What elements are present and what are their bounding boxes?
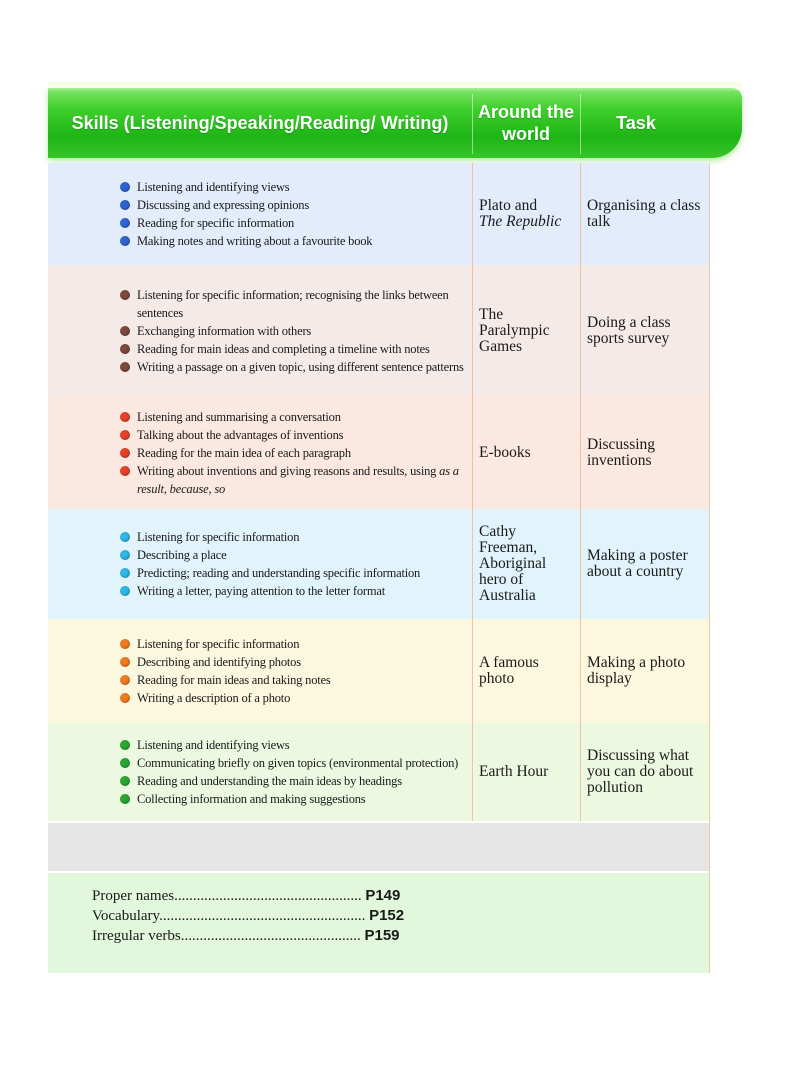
bullet-icon [120, 675, 130, 685]
table-row [48, 163, 709, 267]
list-item: Writing a description of a photo [114, 689, 468, 707]
list-item: Listening and identifying views [114, 178, 468, 196]
list-item: Reading for main ideas and completing a timeline with notes [114, 340, 468, 358]
bullet-icon [120, 794, 130, 804]
list-item: Writing a letter, paying attention to the letter format [114, 582, 468, 600]
task-cell: Organising a class talk [587, 197, 701, 230]
bullet-icon [120, 430, 130, 440]
list-item: Listening for specific information [114, 635, 468, 653]
around-the-world-cell: A famous photo [479, 654, 539, 687]
table-row [48, 265, 709, 398]
separator-band [48, 823, 709, 873]
around-the-world-cell: Earth Hour [479, 763, 549, 780]
list-item: Reading for main ideas and taking notes [114, 671, 468, 689]
list-item: Reading for specific information [114, 214, 468, 232]
header-around-the-world: Around the world [478, 102, 574, 144]
list-item: Listening for specific information [114, 528, 468, 546]
bullet-icon [120, 466, 130, 476]
bullet-icon [120, 568, 130, 578]
list-item: Listening for specific information; recognising the links between sentences [114, 286, 468, 322]
skills-list [114, 265, 468, 396]
bullet-icon [120, 639, 130, 649]
header-task: Task [616, 113, 656, 133]
bullet-icon [120, 657, 130, 667]
table-header [48, 88, 742, 158]
bullet-icon [120, 182, 130, 192]
skills-list [114, 509, 468, 619]
list-item: Writing about inventions and giving reasons and results, using as a result, because, so [114, 462, 468, 498]
task-cell: Doing a class sports survey [587, 313, 671, 347]
contents-table [48, 163, 710, 973]
list-item: Describing and identifying photos [114, 653, 468, 671]
list-item: Reading for the main idea of each paragraph [114, 444, 468, 462]
bullet-icon [120, 236, 130, 246]
bullet-icon [120, 344, 130, 354]
table-row [48, 723, 709, 823]
index-proper-names[interactable]: Proper names.................................................. P149 [92, 887, 401, 904]
bullet-icon [120, 693, 130, 703]
table-row [48, 509, 709, 621]
skills-list [114, 163, 468, 265]
bullet-icon [120, 412, 130, 422]
index-vocabulary[interactable]: Vocabulary....................................................... P152 [92, 907, 405, 924]
list-item: Listening and summarising a conversation [114, 408, 468, 426]
task-cell: Discussing what you can do about pollution [587, 747, 694, 796]
bullet-icon [120, 218, 130, 228]
bullet-icon [120, 448, 130, 458]
header-skills: Skills (Listening/Speaking/Reading/ Writing) [71, 113, 449, 133]
around-the-world-cell: E-books [479, 443, 531, 461]
bullet-icon [120, 326, 130, 336]
around-the-world-cell: Plato and The Republic [479, 197, 562, 230]
list-item: Communicating briefly on given topics (environmental protection) [114, 754, 468, 772]
bullet-icon [120, 586, 130, 596]
bullet-icon [120, 776, 130, 786]
list-item: Reading and understanding the main ideas by headings [114, 772, 468, 790]
list-item: Making notes and writing about a favourite book [114, 232, 468, 250]
index-irregular-verbs[interactable]: Irregular verbs................................................ P159 [92, 927, 400, 944]
skills-list [114, 619, 468, 723]
bullet-icon [120, 200, 130, 210]
table-row [48, 396, 709, 511]
list-item: Talking about the advantages of inventions [114, 426, 468, 444]
list-item: Predicting; reading and understanding specific information [114, 564, 468, 582]
bullet-icon [120, 740, 130, 750]
list-item: Listening and identifying views [114, 736, 468, 754]
list-item: Collecting information and making suggestions [114, 790, 468, 808]
table-row [48, 619, 709, 725]
task-cell: Making a poster about a country [587, 547, 688, 580]
bullet-icon [120, 362, 130, 372]
list-item: Exchanging information with others [114, 322, 468, 340]
bullet-icon [120, 532, 130, 542]
around-the-world-cell: Cathy Freeman, Aboriginal hero of Australia [479, 523, 547, 604]
appendix-index [92, 886, 404, 946]
list-item: Writing a passage on a given topic, using different sentence patterns [114, 358, 468, 376]
bullet-icon [120, 758, 130, 768]
list-item: Discussing and expressing opinions [114, 196, 468, 214]
skills-list [114, 723, 468, 821]
list-item: Describing a place [114, 546, 468, 564]
skills-list [114, 396, 468, 509]
around-the-world-cell: The Paralympic Games [479, 305, 550, 355]
bullet-icon [120, 290, 130, 300]
task-cell: Discussing inventions [587, 435, 656, 469]
bullet-icon [120, 550, 130, 560]
task-cell: Making a photo display [587, 654, 686, 687]
